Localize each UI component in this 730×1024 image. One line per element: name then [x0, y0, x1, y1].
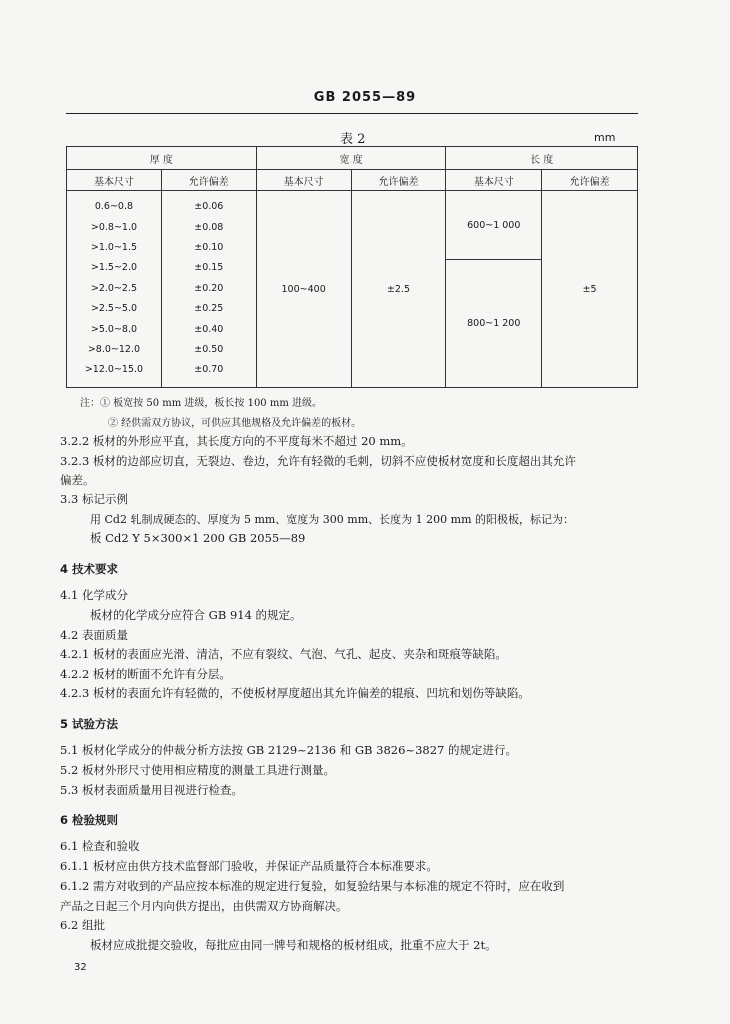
clause-3-2-3: 3.2.3 板材的边部应切直，无裂边、卷边，允许有轻微的毛刺，切斜不应使板材宽度和长度超出其允许 — [60, 454, 576, 468]
clause-6-1-1: 6.1.1 板材应由供方技术监督部门验收，并保证产品质量符合本标准要求。 — [60, 859, 438, 873]
thickness-basic-value: >1.0~1.5 — [90, 241, 138, 253]
section-4-heading: 4 技术要求 — [60, 562, 119, 576]
length-basic-cell — [446, 191, 542, 388]
clause-6-1: 6.1 检查和验收 — [60, 839, 140, 853]
table-note-1: 注：① 板宽按 50 mm 进级，板长按 100 mm 进级。 — [80, 398, 322, 409]
thickness-tol-value: ±0.08 — [194, 221, 224, 233]
thickness-basic-value: >0.8~1.0 — [90, 221, 138, 233]
document-header: GB 2055—89 — [313, 90, 417, 105]
thickness-basic-header: 基本尺寸 — [67, 170, 162, 191]
clause-4-1-text: 板材的化学成分应符合 GB 914 的规定。 — [90, 608, 302, 622]
thickness-basic-value: >2.0~2.5 — [90, 282, 138, 294]
thickness-tol-value: ±0.70 — [194, 364, 224, 376]
marking-example-text: 用 Cd2 轧制成硬态的、厚度为 5 mm、宽度为 300 mm、长度为 1 200 mm 的阳极板，标记为： — [90, 513, 574, 526]
thickness-basic-value: >1.5~2.0 — [90, 262, 138, 274]
thickness-tol-value: ±0.50 — [194, 344, 224, 356]
thickness-tol-cell — [161, 191, 256, 388]
table-unit: mm — [594, 131, 616, 144]
thickness-basic-cell — [67, 191, 162, 388]
table-caption: 表 2 — [340, 132, 366, 147]
length-basic-value-1: 600~1 000 — [446, 191, 541, 260]
section-6-heading: 6 检验规则 — [60, 813, 119, 827]
clause-5-2: 5.2 板材外形尺寸使用相应精度的测量工具进行测量。 — [60, 763, 335, 777]
thickness-tol-value: ±0.10 — [194, 241, 224, 253]
width-basic-cell: 100~400 — [256, 191, 351, 388]
length-group-header: 长 度 — [446, 147, 638, 170]
width-tol-cell: ±2.5 — [351, 191, 446, 388]
length-tol-header: 允许偏差 — [542, 170, 638, 191]
table-note-2: ② 经供需双方协议，可供应其他规格及允许偏差的板材。 — [108, 418, 362, 429]
width-basic-header: 基本尺寸 — [256, 170, 351, 191]
marking-example-code: 板 Cd2 Y 5×300×1 200 GB 2055—89 — [90, 531, 306, 545]
thickness-basic-value: >12.0~15.0 — [84, 364, 144, 376]
clause-3-2-2: 3.2.2 板材的外形应平直，其长度方向的不平度每米不超过 20 mm。 — [60, 434, 413, 448]
clause-3-2-3-cont: 偏差。 — [60, 473, 95, 487]
clause-5-3: 5.3 板材表面质量用目视进行检查。 — [60, 783, 243, 797]
thickness-group-header: 厚 度 — [67, 147, 257, 170]
thickness-tol-value: ±0.15 — [194, 262, 224, 274]
thickness-tol-value: ±0.20 — [194, 282, 224, 294]
length-tol-cell: ±5 — [542, 191, 638, 388]
clause-6-2: 6.2 组批 — [60, 918, 105, 932]
thickness-basic-value: >5.0~8.0 — [90, 323, 138, 335]
clause-5-1: 5.1 板材化学成分的仲裁分析方法按 GB 2129~2136 和 GB 3826~3827 的规定进行。 — [60, 743, 517, 757]
length-basic-value-2: 800~1 200 — [467, 318, 521, 329]
table-sub-header-row — [67, 170, 638, 191]
dimension-table — [66, 146, 638, 388]
thickness-basic-value: 0.6~0.8 — [94, 201, 134, 213]
width-tol-header: 允许偏差 — [351, 170, 446, 191]
clause-4-2-2: 4.2.2 板材的断面不允许有分层。 — [60, 667, 231, 681]
clause-4-2: 4.2 表面质量 — [60, 628, 128, 642]
clause-6-1-2: 6.1.2 需方对收到的产品应按本标准的规定进行复验，如复验结果与本标准的规定不符时，应在收到 — [60, 879, 565, 893]
thickness-tol-header: 允许偏差 — [161, 170, 256, 191]
table-group-header-row — [67, 147, 638, 170]
length-basic-header: 基本尺寸 — [446, 170, 542, 191]
clause-6-2-text: 板材应成批提交验收，每批应由同一牌号和规格的板材组成，批重不应大于 2t。 — [90, 938, 497, 952]
thickness-tol-value: ±0.25 — [194, 303, 224, 315]
clause-4-1: 4.1 化学成分 — [60, 588, 128, 602]
section-5-heading: 5 试验方法 — [60, 717, 119, 731]
clause-4-2-3: 4.2.3 板材的表面允许有轻微的，不使板材厚度超出其允许偏差的辊痕、凹坑和划伤等缺陷。 — [60, 686, 530, 700]
thickness-tol-value: ±0.06 — [194, 201, 224, 213]
thickness-tol-value: ±0.40 — [194, 323, 224, 335]
thickness-basic-value: >2.5~5.0 — [90, 303, 138, 315]
page-number: 32 — [74, 962, 87, 973]
header-rule — [66, 113, 638, 114]
width-group-header: 宽 度 — [256, 147, 446, 170]
thickness-basic-value: >8.0~12.0 — [87, 344, 141, 356]
clause-3-3: 3.3 标记示例 — [60, 492, 128, 506]
clause-6-1-2-cont: 产品之日起三个月内向供方提出，由供需双方协商解决。 — [60, 899, 348, 913]
clause-4-2-1: 4.2.1 板材的表面应光滑、清洁，不应有裂纹、气泡、气孔、起皮、夹杂和斑痕等缺陷。 — [60, 647, 507, 661]
table-body-row — [67, 191, 638, 388]
